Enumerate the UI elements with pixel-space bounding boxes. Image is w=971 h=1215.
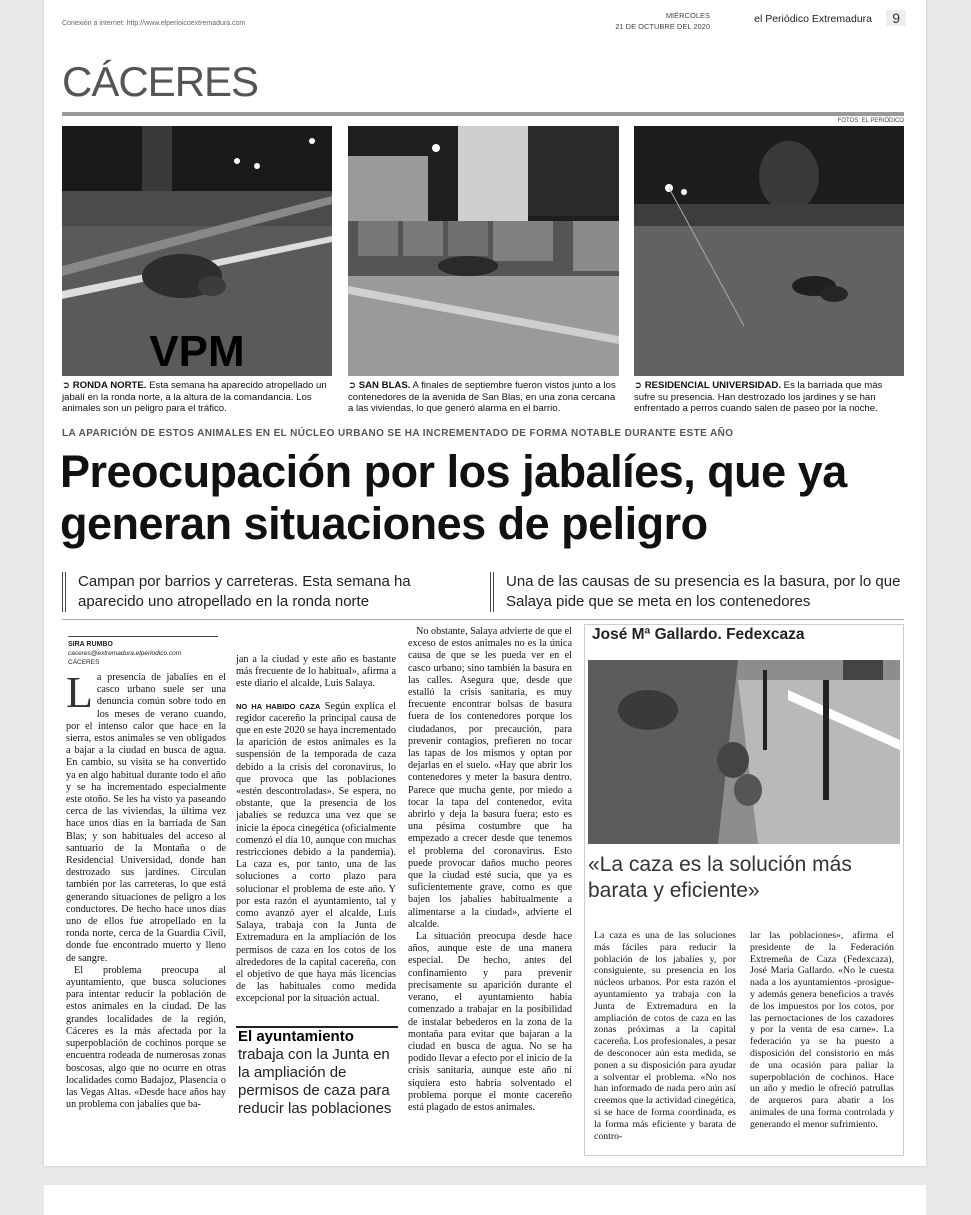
caption-text: Es la barriada que más sufre su presencia. Han destrozado los jardines y se han enfrentado a perros cuando salen de paseo por la noche. — [634, 380, 883, 415]
author-email: caceres@extremadura.elperiodico.com — [68, 650, 182, 657]
section-rule — [62, 112, 904, 116]
caption-lead: SAN BLAS. — [358, 380, 411, 391]
body-column-2 — [236, 654, 396, 1006]
caption-ronda-norte: ➲ RONDA NORTE. Esta semana ha aparecido atropellado un jabalí en la ronda norte, a la altura de la comandancia. Los animales son un peligro para el tráfico. — [62, 380, 327, 415]
body-text: La situación preocupa desde hace años, aunque este de una manera especial. De hecho, antes del confinamiento y para prevenir precisamente su aparición durante el verano, el ayuntamiento había comenzado a trabajar en la posibilidad de instalar bebederos en la zona de la montaña para evitar que bajaran a la ciudad en busca de agua. No se ha podido llevar a efecto por el inicio de la crisis sanitaria, aunque este año ni siquiera esto habría solventado el problema porque el monte cacereño está plagado de estos animales. — [408, 931, 572, 1113]
page-number: 9 — [886, 10, 906, 26]
photo-residencial-universidad — [634, 126, 904, 376]
caption-san-blas: ➲ SAN BLAS. A finales de septiembre fueron vistos junto a los contenedores de la avenida de San Blas, en una zona cercana a las viviendas, lo que generó alarma en el barrio. — [348, 380, 616, 415]
issue-date — [615, 10, 710, 32]
author: SIRA RUMBO — [68, 641, 113, 648]
byline — [68, 636, 218, 667]
pull-quote: «La caza es la solución más barata y eficiente» — [588, 853, 852, 902]
date: 21 DE OCTUBRE DEL 2020 — [615, 22, 710, 31]
caption-text: Esta semana ha aparecido atropellado un jabalí en la ronda norte, a la altura de la comandancia. Los animales son un peligro para el tráfico. — [62, 380, 327, 415]
headline: Preocupación por los jabalíes, que ya generan situaciones de peligro — [60, 446, 847, 549]
caption-residencial: ➲ RESIDENCIAL UNIVERSIDAD. Es la barriada que más sufre su presencia. Han destrozado los jardines y se han enfrentado a perros cuando salen de paseo por la noche. — [634, 380, 883, 415]
paper-name: el Periódico Extremadura — [754, 13, 872, 25]
body-text: No obstante, Salaya advierte de que el exceso de estos animales no es la única causa de que se les pueda ver en el casco urbano; sino también la basura en las calles. Asegura que, desde que estalló la crisis sanitaria, es muy frecuente encontrar bolsas de basura fuera de los contenedores porque los ciudadanos, por precaución, para prevenir contagios, prefieren no tocar las tapas de los mismos y optan por dejarlas en el suelo. «Hay que abrir los contenedores y meter la basura dentro. Parece que mucha gente, por miedo a tocar la tapa del contenedor, evita abrirlo y deja la basura fuera; esto es una pésima costumbre que ha empezado a crecer desde que tenemos el problema del coronavirus. Esto puede provocar daños mucho peores que la ciudad esté sucia, que ya es suficientemente grave, como es que bajen los jabalíes habitualmente a alimentarse a la ciudad», advierte el alcalde. — [408, 626, 572, 930]
body-text: jan a la ciudad y este año es bastante más frecuente de lo habitual», afirma a este diario el alcalde, Luis Salaya. — [236, 654, 396, 690]
drop-cap: L — [66, 668, 93, 717]
dek-left: Campan por barrios y carreteras. Esta semana ha aparecido uno atropellado en la ronda norte — [62, 572, 478, 612]
body-subheading: NO HA HABIDO CAZA — [236, 701, 321, 711]
kicker: LA APARICIÓN DE ESTOS ANIMALES EN EL NÚCLEO URBANO SE HA INCREMENTADO DE FORMA NOTABLE DURANTE ESTE AÑO — [62, 428, 734, 439]
connection-line: Conexión a internet: http://www.elperioicoextremadura.com — [62, 20, 246, 27]
box-photo — [588, 660, 900, 844]
dateline: CÁCERES — [68, 659, 100, 666]
photo-credit: FOTOS: EL PERIÓDICO — [837, 118, 904, 124]
box-column-1: La caza es una de las soluciones más fáciles para reducir la población de los jabalíes y, por consiguiente, su presencia en los núcleos urbanos. Por esta razón el ayuntamiento ya trabaja con la Junta de Extremadura en la ampliación de cotos de caza en las zonas próximas a la capital cacereña. Los profesionales, a pesar de desconocer aún esta medida, se ponen a su disposición para ayudar a solventar el problema. «No nos han informado de nada pero aún así creemos que la actividad cinegética, si se hace de forma coordinada, es la forma más eficiente y barata de contro- — [594, 930, 736, 1142]
watermark-text: VPM — [149, 327, 245, 376]
caption-lead: RESIDENCIAL UNIVERSIDAD. — [644, 380, 782, 391]
newspaper-page — [44, 0, 926, 1166]
pull-subhead — [238, 1028, 398, 1118]
next-page-edge — [44, 1185, 926, 1215]
body-column-1 — [66, 668, 226, 1111]
body-column-3 — [408, 626, 572, 1114]
dek-right: Una de las causas de su presencia es la basura, por lo que Salaya pide que se meta en los contenedores — [490, 572, 924, 612]
body-text: Según explica el regidor cacereño la principal causa de que en este 2020 se haya incrementado la aparición de estos animales es la suspensión de la temporada de caza debido a la crisis del coronavirus, lo que provoca que las poblaciones «estén descontroladas». Se espera, no obstante, que la presencia de los jabalíes se reduzca una vez que se inicie la época cinegética (oficialmente comenzó el día 10, aunque con muchas restricciones debido a la pandemia). La caza es, por tanto, una de las soluciones a corto plazo para solucionar el problema de este año. Y por esta razón el ayuntamiento, tal y como avanzó ayer el alcalde, Luis Salaya, trabaja con la Junta de Extremadura en la ampliación de los permisos de caza en los cotos de los alrededores de la capital cacereña, con el objetivo de que haya más licencias de las habituales como medida excepcional por la situación actual. — [236, 700, 396, 1005]
divider — [62, 619, 904, 620]
pull-subhead-bold: El ayuntamiento — [238, 1028, 354, 1045]
body-text: a presencia de jabalíes en el casco urbano suele ser una denuncia común sobre todo en los meses de verano cuando, por el intenso calor que hace en la sierra, estos animales se ven obligados a bajar a la ciudad en busca de agua. En cambio, su visita se ha convertido ya en algo habitual durante todo el año y se ha incrementado especialmente este otoño. Se les ha visto ya paseando cerca de las viviendas, la última vez hace unos días en la barriada de San Blas; y son habituales del acceso al santuario de la Montaña o de Residencial Universidad, donde han destrozado sus jardines. Circulan también por las carreteras, lo que está generando situaciones de peligro a los conductores. De hecho hace unos días uno de ellos fue atropellado en la ronda norte, cerca de la Guardia Civil, donde fue encontrado muerto y lleno de sangre. — [66, 672, 226, 964]
section-title: CÁCERES — [62, 58, 259, 105]
box-title: José Mª Gallardo. Fedexcaza — [592, 626, 805, 643]
photo-san-blas — [348, 126, 619, 376]
box-column-2: lar las poblaciones», afirma el presidente de la Federación Extremeña de Caza (Fedexcaza), José María Gallardo. «No le cuesta nada a los ayuntamientos -prosigue- y además genera beneficios a través de los impuestos por los cotos, por las pernoctaciones de los cazadores y por la venta de esa carne». La federación ya se ha puesto a disposición del consistorio en más de una ocasión para paliar la superpoblación de cochinos. Hace un año y medio le ofreció patrullas de arqueros para abatir a los animales de una forma controlada y generando el menor sufrimiento. — [750, 930, 894, 1130]
photo-ronda-norte — [62, 126, 332, 376]
caption-lead: RONDA NORTE. — [72, 380, 147, 391]
body-text: El problema preocupa al ayuntamiento, que busca soluciones para intentar reducir la población de estos animales en la ciudad. De las grandes localidades de la región, Cáceres es la más afectada por la superpoblación de cochinos porque se encuentra rodeada de numerosas zonas boscosas, algo que no ocurre en otras localidades como Badajoz, Plasencia o las Vegas Altas. «Desde hace años hay un problema con jabalíes que ba- — [66, 964, 226, 1111]
page-header — [62, 8, 910, 38]
caption-text: A finales de septiembre fueron vistos junto a los contenedores de la avenida de San Blas, en una zona cercana a las viviendas, lo que generó alarma en el barrio. — [348, 380, 616, 415]
pull-subhead-text: trabaja con la Junta en la ampliación de permisos de caza para reducir las poblaciones — [238, 1046, 392, 1117]
weekday: MIÉRCOLES — [665, 11, 710, 20]
